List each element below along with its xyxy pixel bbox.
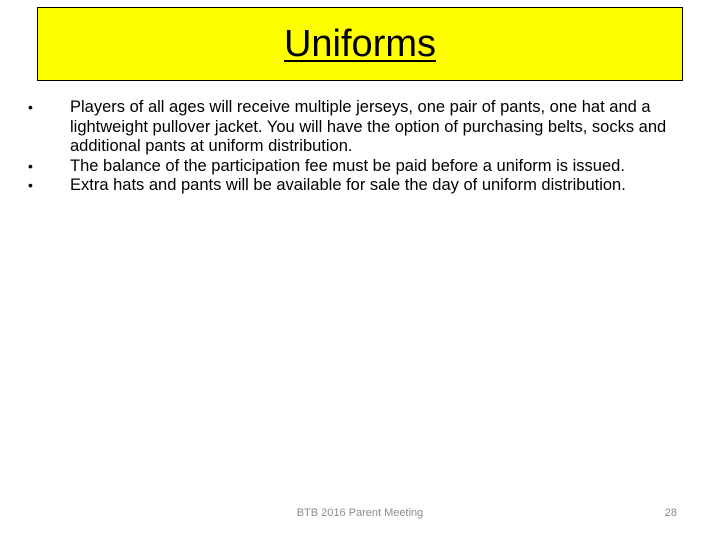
title-banner [37, 7, 683, 81]
bullet-item [28, 98, 678, 157]
bullet-text: Players of all ages will receive multiple jerseys, one pair of pants, one hat and a lightweight pullover jacket. You will have the option of purchasing belts, socks and additional pants at uniform distribution. [70, 98, 667, 155]
slide-title: Uniforms [283, 23, 437, 65]
footer-text: BTB 2016 Parent Meeting [296, 507, 424, 519]
bullet-marker: • [28, 177, 33, 193]
bullet-item [28, 176, 678, 196]
bullet-text: The balance of the participation fee must be paid before a uniform is issued. [70, 156, 625, 175]
bullet-list [28, 98, 678, 196]
bullet-text: Extra hats and pants will be available for sale the day of uniform distribution. [70, 176, 626, 194]
bullet-item [28, 157, 678, 177]
bullet-marker: • [28, 157, 33, 174]
bullet-marker: • [28, 99, 33, 115]
page-number: 28 [664, 507, 677, 519]
